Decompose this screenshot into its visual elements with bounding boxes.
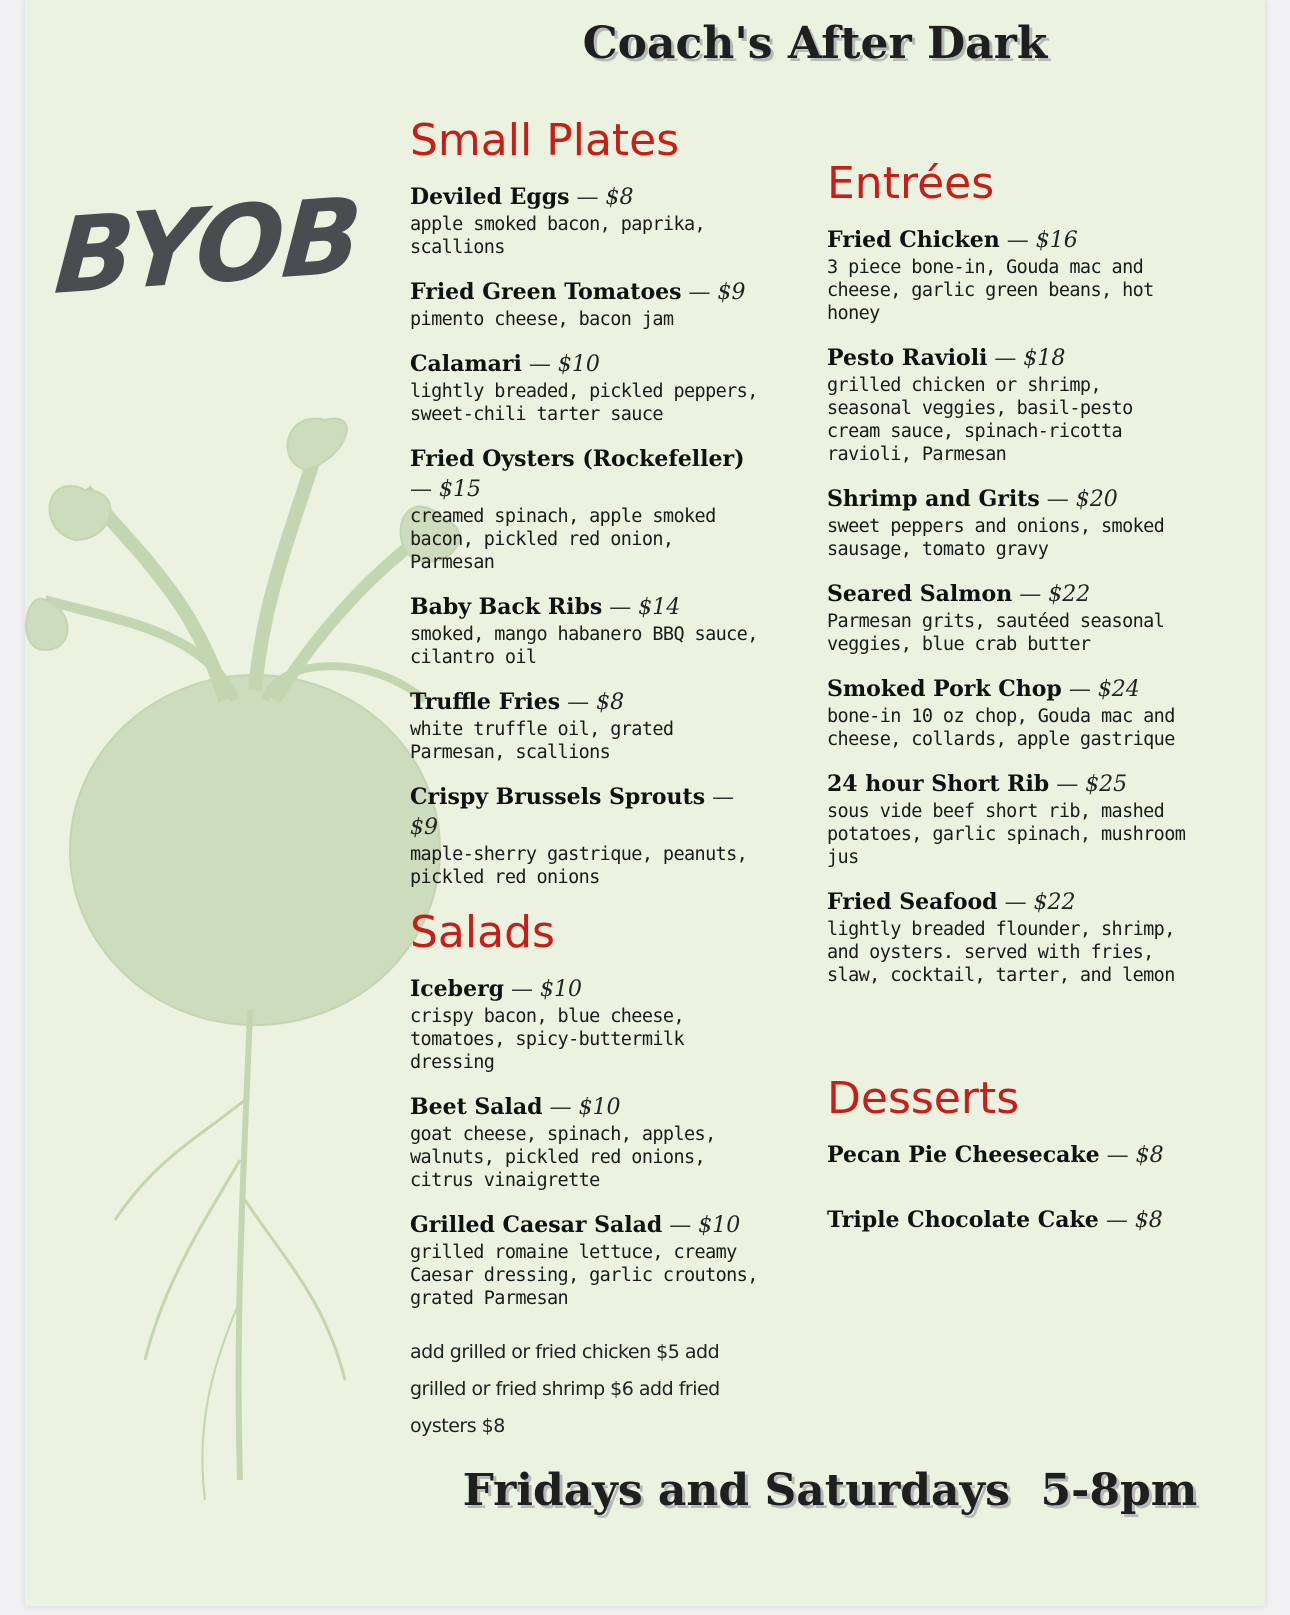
item-name: Fried Chicken	[827, 227, 1000, 253]
item-separator: —	[688, 280, 711, 305]
item-description: crispy bacon, blue cheese, tomatoes, spicy-buttermilk dressing	[410, 1006, 684, 1073]
item-separator: —	[669, 1213, 692, 1238]
item-price: $9	[410, 815, 438, 840]
item-name: Triple Chocolate Cake	[827, 1207, 1099, 1233]
salad-addons: add grilled or fried chicken $5 add grilled or fried shrimp $6 add fried oysters $8	[410, 1341, 720, 1437]
item-description: Parmesan grits, sautéed seasonal veggies, blue crab butter	[827, 611, 1165, 655]
item-name: Beet Salad	[410, 1094, 543, 1120]
item-name: 24 hour Short Rib	[827, 771, 1050, 797]
restaurant-title: Coach's After Dark	[582, 18, 1048, 69]
item-price: $10	[540, 977, 583, 1002]
menu-item	[410, 444, 760, 574]
item-separator: —	[1106, 1143, 1129, 1168]
item-separator: —	[994, 346, 1017, 371]
item-description: grilled chicken or shrimp, seasonal veggies, basil-pesto cream sauce, spinach-ricotta ravioli, Parmesan	[827, 375, 1133, 465]
section-title-desserts: Desserts	[827, 1073, 1020, 1124]
item-price: $10	[557, 352, 600, 377]
item-name: Grilled Caesar Salad	[410, 1212, 663, 1238]
item-description: apple smoked bacon, paprika, scallions	[410, 214, 706, 258]
item-separator: —	[549, 1095, 572, 1120]
menu-item	[410, 592, 760, 669]
item-price: $20	[1075, 487, 1118, 512]
item-separator: —	[1105, 1208, 1128, 1233]
item-price: $15	[439, 477, 481, 502]
item-separator: —	[1019, 582, 1042, 607]
menu-item	[827, 343, 1187, 466]
item-price: $22	[1048, 582, 1091, 607]
item-price: $18	[1023, 346, 1066, 371]
menu-item	[410, 782, 760, 889]
item-separator: —	[576, 185, 599, 210]
hours-footer: Fridays and Saturdays 5-8pm	[462, 1465, 1198, 1516]
menu-item	[827, 225, 1187, 325]
item-separator: —	[712, 785, 735, 810]
item-description: white truffle oil, grated Parmesan, scallions	[410, 719, 674, 763]
item-name: Iceberg	[410, 976, 505, 1002]
item-name: Deviled Eggs	[410, 184, 570, 210]
menu-item	[410, 182, 760, 259]
item-description: creamed spinach, apple smoked bacon, pickled red onion, Parmesan	[410, 506, 716, 573]
menu-item	[827, 674, 1187, 751]
item-price: $22	[1033, 890, 1076, 915]
item-name: Fried Seafood	[827, 889, 998, 915]
item-separator: —	[528, 352, 551, 377]
item-price: $16	[1035, 228, 1078, 253]
item-name: Fried Oysters (Rockefeller)	[410, 446, 745, 472]
item-separator: —	[609, 595, 632, 620]
item-name: Pecan Pie Cheesecake	[827, 1142, 1100, 1168]
item-separator: —	[1006, 228, 1029, 253]
item-price: $10	[698, 1213, 741, 1238]
right-column	[827, 158, 1187, 1270]
menu-item	[410, 687, 760, 764]
item-name: Shrimp and Grits	[827, 486, 1040, 512]
item-description: pimento cheese, bacon jam	[410, 309, 674, 330]
menu-item	[827, 579, 1187, 656]
menu-item	[827, 484, 1187, 561]
item-name: Smoked Pork Chop	[827, 676, 1062, 702]
item-name: Fried Green Tomatoes	[410, 279, 682, 305]
menu-item	[410, 1210, 760, 1310]
section-title-salads: Salads	[410, 907, 555, 958]
item-description: sous vide beef short rib, mashed potatoes, garlic spinach, mushroom jus	[827, 801, 1186, 868]
item-name: Baby Back Ribs	[410, 594, 603, 620]
item-name: Pesto Ravioli	[827, 345, 988, 371]
item-description: bone-in 10 oz chop, Gouda mac and cheese, collards, apple gastrique	[827, 706, 1175, 750]
item-price: $24	[1097, 677, 1140, 702]
item-separator: —	[511, 977, 534, 1002]
item-description: 3 piece bone-in, Gouda mac and cheese, garlic green beans, hot honey	[827, 257, 1154, 324]
item-price: $25	[1085, 772, 1128, 797]
item-description: lightly breaded, pickled peppers, sweet-chili tarter sauce	[410, 381, 758, 425]
item-price: $8	[1134, 1208, 1163, 1233]
item-description: maple-sherry gastrique, peanuts, pickled red onions	[410, 844, 748, 888]
menu-item	[827, 1140, 1187, 1171]
menu-item	[410, 974, 760, 1074]
menu-item	[410, 349, 760, 426]
item-description: goat cheese, spinach, apples, walnuts, pickled red onions, citrus vinaigrette	[410, 1124, 716, 1191]
item-separator: —	[1068, 677, 1091, 702]
item-separator: —	[1004, 890, 1027, 915]
menu-item	[410, 277, 760, 331]
item-description: lightly breaded flounder, shrimp, and oysters. served with fries, slaw, cocktail, tarter, and lemon	[827, 919, 1175, 986]
item-separator: —	[1056, 772, 1079, 797]
item-description: sweet peppers and onions, smoked sausage, tomato gravy	[827, 516, 1165, 560]
menu-item	[827, 769, 1187, 869]
byob-badge: BYOB	[51, 173, 364, 319]
item-description: grilled romaine lettuce, creamy Caesar dressing, garlic croutons, grated Parmesan	[410, 1242, 758, 1309]
item-price: $14	[638, 595, 681, 620]
item-description: smoked, mango habanero BBQ sauce, cilantro oil	[410, 624, 758, 668]
item-price: $8	[1135, 1143, 1164, 1168]
item-separator: —	[410, 477, 432, 502]
item-price: $10	[578, 1095, 621, 1120]
menu-page	[25, 0, 1265, 1606]
item-name: Calamari	[410, 351, 522, 377]
menu-item	[827, 1205, 1187, 1236]
item-name: Truffle Fries	[410, 689, 561, 715]
item-name: Seared Salmon	[827, 581, 1013, 607]
item-price: $8	[596, 690, 625, 715]
item-price: $8	[605, 185, 634, 210]
section-title-small-plates: Small Plates	[410, 115, 680, 166]
left-column	[410, 115, 760, 1445]
menu-item	[827, 887, 1187, 987]
section-title-entrees: Entrées	[827, 158, 995, 209]
item-separator: —	[1046, 487, 1069, 512]
item-price: $9	[717, 280, 746, 305]
item-separator: —	[567, 690, 590, 715]
item-name: Crispy Brussels Sprouts	[410, 784, 706, 810]
menu-item	[410, 1092, 760, 1192]
